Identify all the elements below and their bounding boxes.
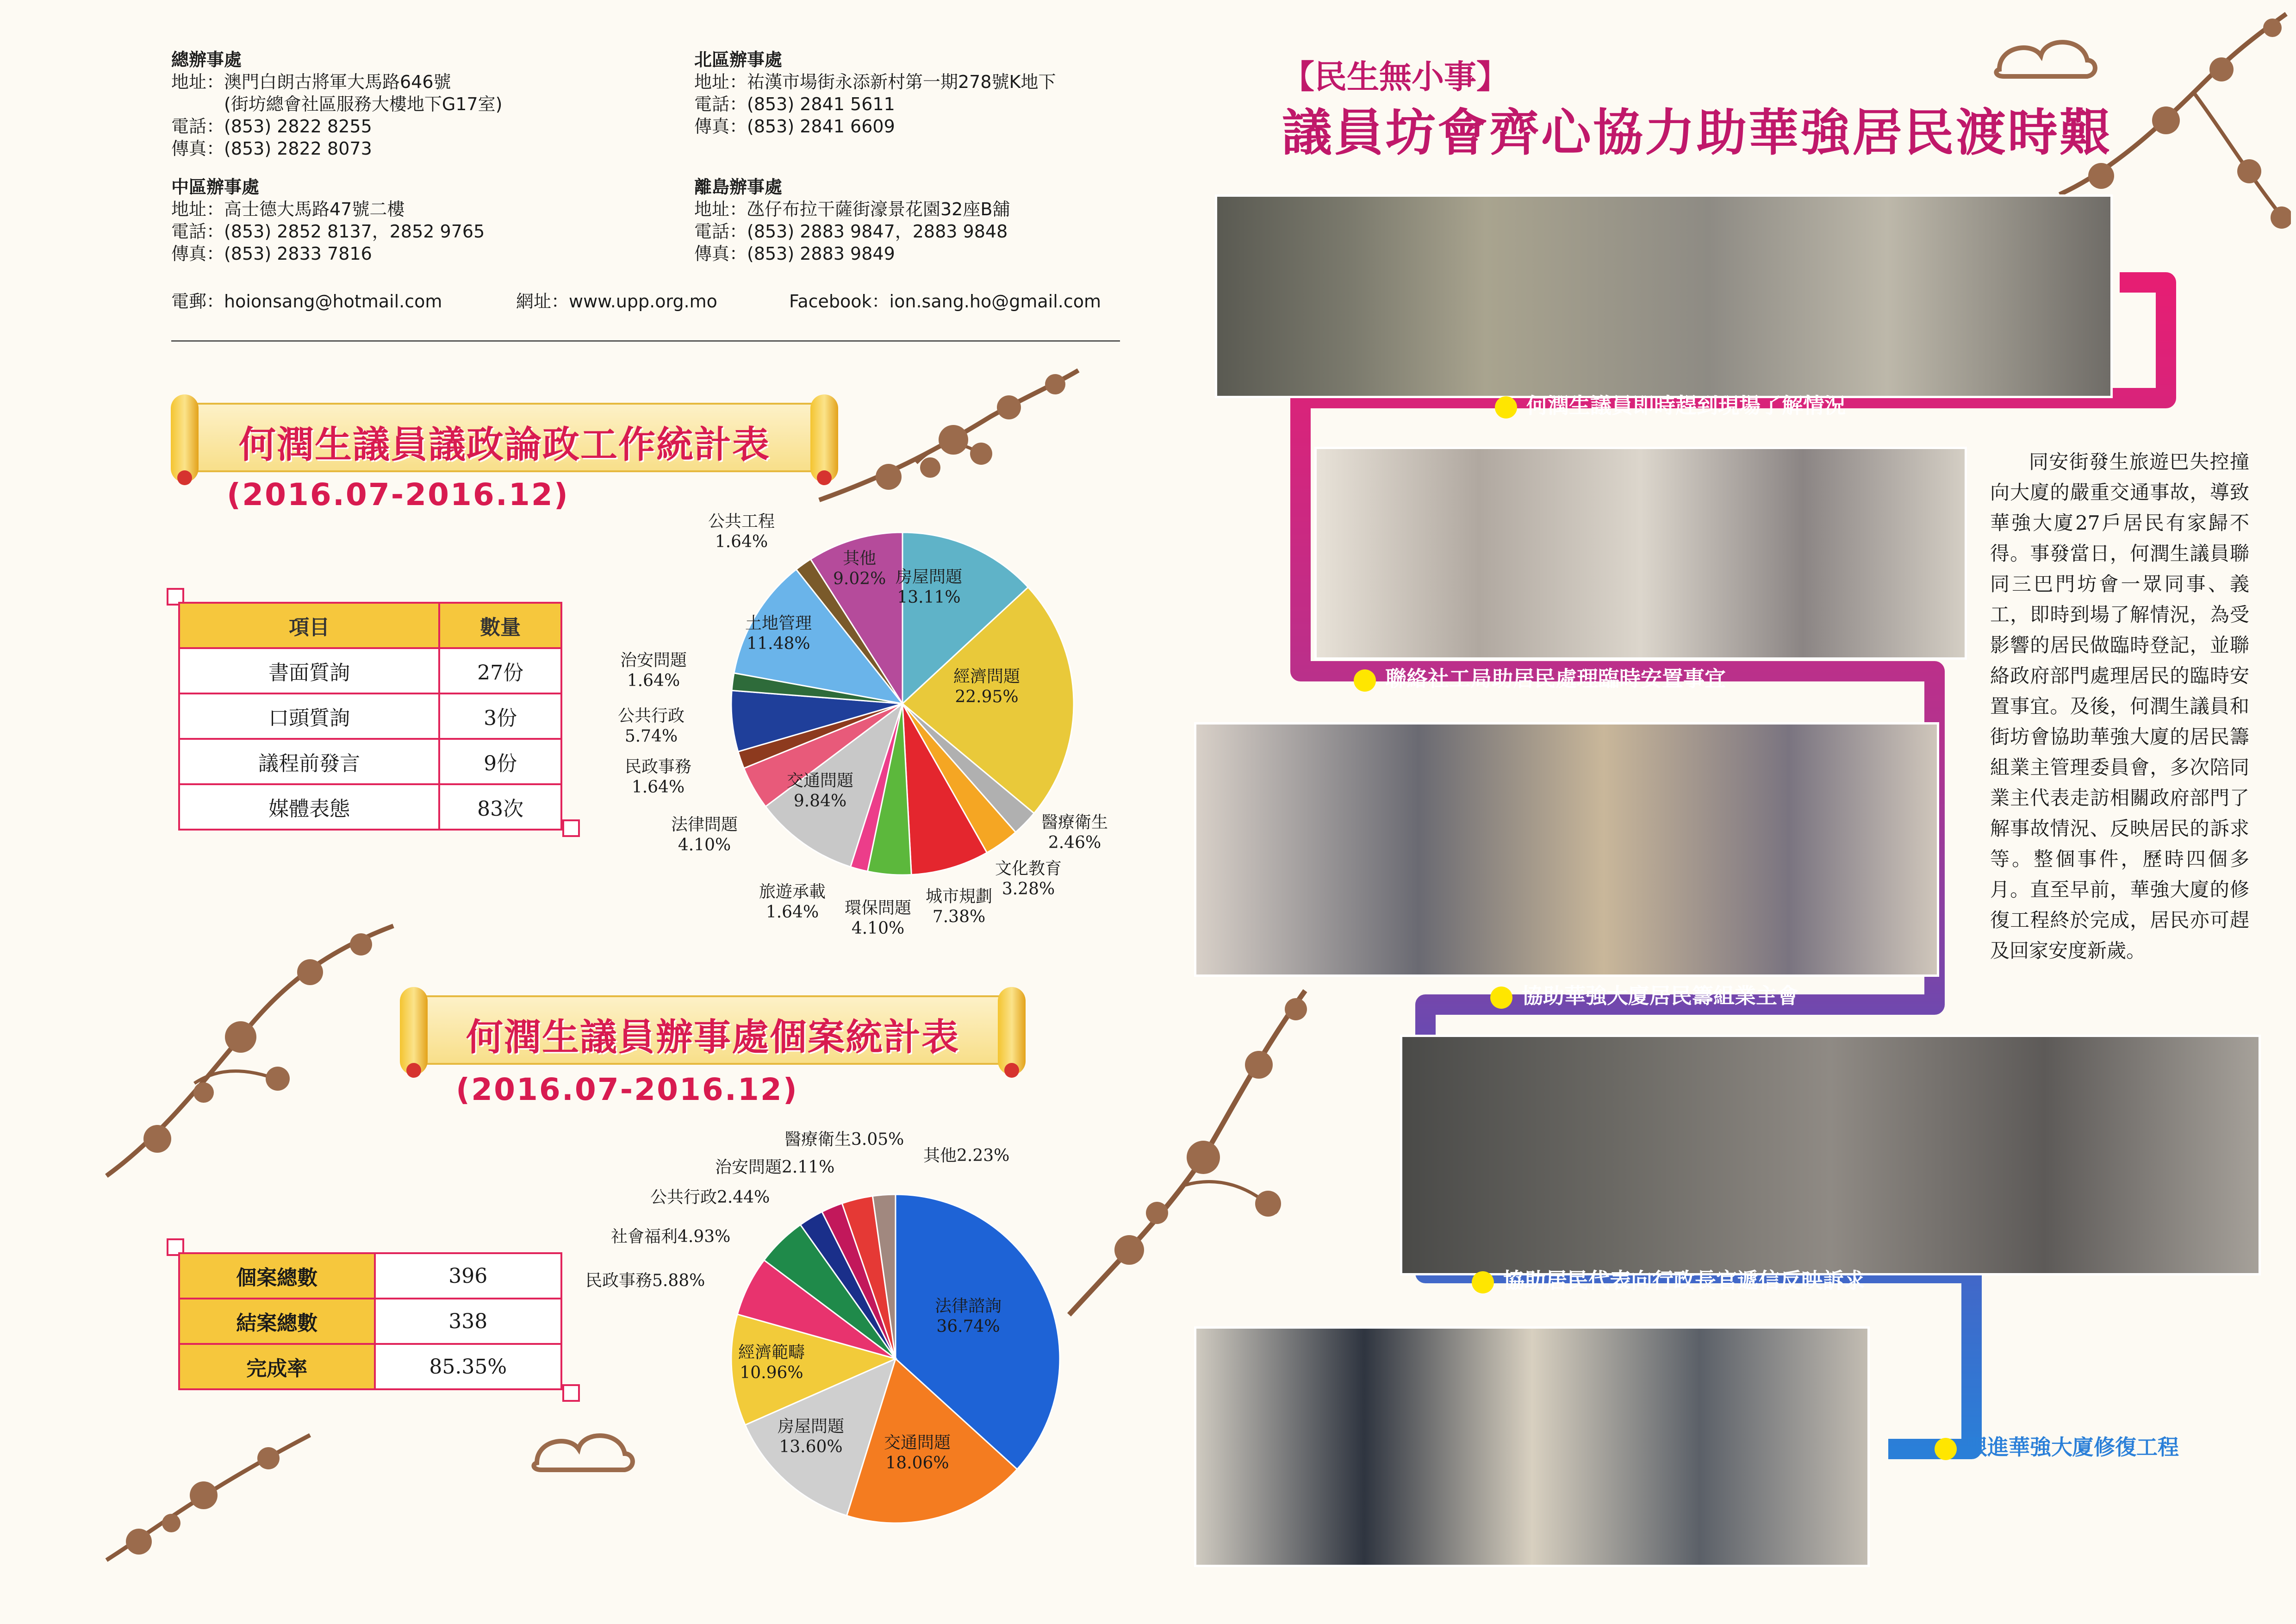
pie-label <box>620 650 687 691</box>
pie-label-text: 公共行政 <box>618 706 685 725</box>
article-body: 同安街發生旅遊巴失控撞向大廈的嚴重交通事故，導致華強大廈27戶居民有家歸不得。事發當日，何潤生議員聯同三巴門坊會一眾同事、義工，即時到場了解情況，為受影響的居民做臨時登記，並聯絡政府部門處理居民的臨時安置事宜。及後，何潤生議員和街坊會協助華強大廈的居民籌組業主管理委員會，多次陪同業主代表走訪相關政府部門了解事故情況、反映居民的訴求等。整個事件，歷時四個多月。直至早前，華強大廈的修復工程終於完成，居民亦可趕及回家安度新歲。 <box>1990 450 2249 962</box>
pie-label <box>926 887 992 927</box>
pie-label-value: 11.48% <box>747 634 810 653</box>
pie-label <box>618 706 684 747</box>
caption-2: 聯絡社工局助居民處理臨時安置事宜 <box>1354 662 1726 693</box>
pie-label-value: 9.02% <box>833 569 886 588</box>
pie-label-value: 9.84% <box>793 792 847 811</box>
pie-label-text: 其他 <box>843 549 877 568</box>
table-cell: 個案總數 <box>179 1253 375 1299</box>
table-row <box>179 784 561 830</box>
photo-accident-scene <box>1215 194 2113 398</box>
pie-label <box>759 882 826 923</box>
table-header: 數量 <box>439 603 561 648</box>
section2-title: 何潤生議員辦事處個案統計表 <box>466 1015 959 1059</box>
pie-label-text: 經濟問題 <box>953 667 1020 686</box>
pie-label <box>995 859 1062 899</box>
pie-label-text: 城市規劃 <box>926 887 993 906</box>
section1-table <box>178 602 562 831</box>
pie-label-text: 民政事務 <box>625 757 692 776</box>
section1-banner <box>183 403 826 472</box>
pie-label-text: 治安問題 <box>620 651 687 670</box>
section2-period: (2016.07-2016.12) <box>456 1072 798 1107</box>
table-cell: 85.35% <box>375 1344 561 1389</box>
table-corner <box>562 1384 580 1402</box>
article-tag: 【民生無小事】 <box>1282 58 1509 96</box>
caption-4: 協助居民代表向行政長官遞信反映訴求 <box>1472 1264 1865 1294</box>
pie-label-value: 4.10% <box>851 919 905 938</box>
office-north <box>694 49 1056 137</box>
pie-label-text: 文化教育 <box>995 859 1062 878</box>
pie-label <box>923 1146 1009 1166</box>
pie-label-text: 房屋問題 <box>896 568 963 587</box>
pie-label <box>833 549 886 589</box>
pie-label-value: 5.88% <box>652 1271 705 1290</box>
pie-label <box>778 1417 844 1457</box>
table-cell: 完成率 <box>179 1344 375 1389</box>
table-cell: 83次 <box>439 784 561 830</box>
office-line: 地址：氹仔布拉干薩街濠景花園32座B舖 <box>694 199 1010 219</box>
pie-label <box>585 1271 705 1291</box>
office-line: 地址：高士德大馬路47號二樓 <box>171 199 405 219</box>
pie-label-text: 環保問題 <box>845 899 912 918</box>
pie-label-text: 醫療衛生 <box>784 1130 852 1149</box>
office-islands <box>694 176 1010 265</box>
pie-label-text: 經濟範疇 <box>738 1343 805 1362</box>
pie-label-text: 民政事務 <box>585 1271 653 1290</box>
table-row <box>179 1299 561 1344</box>
pie-label-value: 2.11% <box>782 1158 835 1177</box>
cloud-ornament <box>528 1421 639 1477</box>
plum-blossom-decoration <box>102 898 398 1185</box>
caption-3: 協助華強大廈居民籌組業主會 <box>1490 979 1798 1010</box>
pie-label <box>745 613 812 654</box>
pie-label-value: 1.64% <box>631 778 685 797</box>
table-row <box>179 693 561 739</box>
table-row <box>179 1344 561 1389</box>
pie-label-text: 法律問題 <box>671 815 738 834</box>
office-title: 離島辦事處 <box>694 177 783 197</box>
pie-label <box>896 567 962 608</box>
divider <box>171 340 1120 342</box>
office-title: 總辦事處 <box>171 50 242 70</box>
table-cell: 媒體表態 <box>179 784 439 830</box>
pie-label-text: 土地管理 <box>745 614 812 633</box>
pie-label <box>884 1433 951 1474</box>
office-line: 電話：(853) 2883 9847，2883 9848 <box>694 221 1008 242</box>
caption-5: 跟進華強大廈修復工程 <box>1935 1430 2179 1461</box>
article-title: 議員坊會齊心協力助華強居民渡時艱 <box>1282 104 2112 162</box>
plum-blossom-decoration <box>102 1407 315 1565</box>
office-line: 傳真：(853) 2833 7816 <box>171 244 372 264</box>
pie-label <box>650 1187 770 1208</box>
pie-label-text: 旅遊承載 <box>759 882 826 901</box>
caption-1: 何潤生議員即時趕到現場了解情況 <box>1495 389 1846 419</box>
pie-label-text: 法律諮詢 <box>935 1297 1002 1316</box>
pie-label <box>708 512 775 552</box>
pie-label-value: 2.46% <box>1048 833 1101 852</box>
section1-title: 何潤生議員議政論政工作統計表 <box>239 423 770 466</box>
office-title: 中區辦事處 <box>171 177 260 197</box>
pie-label <box>935 1296 1002 1337</box>
table-row <box>179 648 561 693</box>
office-line: 傳真：(853) 2841 6609 <box>694 116 895 137</box>
photo-petition <box>1400 1035 2261 1275</box>
contact-email[interactable]: 電郵：hoionsang@hotmail.com <box>171 291 442 312</box>
office-head <box>171 49 502 160</box>
pie-label-text: 公共行政 <box>650 1188 717 1207</box>
office-line: 傳真：(853) 2822 8073 <box>171 138 372 159</box>
pie-label-value: 7.38% <box>932 907 986 926</box>
section1-period: (2016.07-2016.12) <box>227 477 569 512</box>
pie-label-value: 1.64% <box>715 532 768 551</box>
pie-label-text: 社會福利 <box>611 1227 678 1246</box>
pie-label-value: 5.74% <box>624 727 678 746</box>
pie-label-value: 2.44% <box>717 1188 770 1207</box>
office-line: 電話：(853) 2841 5611 <box>694 94 895 114</box>
office-title: 北區辦事處 <box>694 50 783 70</box>
pie-label <box>715 1157 834 1178</box>
office-line: 傳真：(853) 2883 9849 <box>694 244 895 264</box>
pie-label-text: 其他 <box>923 1146 957 1165</box>
office-line: (街坊總會社區服務大樓地下G17室) <box>171 94 503 114</box>
bullet-dot-icon <box>1490 987 1512 1009</box>
bullet-dot-icon <box>1354 669 1376 692</box>
bullet-dot-icon <box>1472 1271 1494 1293</box>
photo-social-bureau <box>1314 447 1967 660</box>
photo-owners-meeting <box>1194 722 1939 977</box>
pie-label-text: 交通問題 <box>787 771 854 790</box>
section2-table <box>178 1252 562 1390</box>
pie-label-value: 3.28% <box>1002 880 1055 899</box>
table-cell: 議程前發言 <box>179 739 439 784</box>
table-cell: 338 <box>375 1299 561 1344</box>
table-cell: 結案總數 <box>179 1299 375 1344</box>
pie-label <box>953 667 1020 707</box>
pie-label-value: 10.96% <box>740 1363 803 1382</box>
pie-label-value: 18.06% <box>885 1454 949 1473</box>
pie-label-text: 醫療衛生 <box>1041 813 1108 832</box>
bullet-dot-icon <box>1935 1438 1957 1460</box>
pie-label <box>738 1343 805 1383</box>
contact-facebook[interactable]: Facebook：ion.sang.ho@gmail.com <box>789 291 1101 312</box>
pie-label <box>611 1227 730 1247</box>
section2-banner <box>412 995 1014 1065</box>
office-line: 電話：(853) 2822 8255 <box>171 116 372 137</box>
table-cell: 396 <box>375 1253 561 1299</box>
pie-label-text: 交通問題 <box>884 1433 951 1452</box>
table-row <box>179 739 561 784</box>
pie-label <box>787 771 853 812</box>
table-cell: 9份 <box>439 739 561 784</box>
contact-website[interactable]: 網址：www.upp.org.mo <box>516 291 717 312</box>
pie-label-value: 36.74% <box>936 1317 1000 1336</box>
pie-label-text: 治安問題 <box>715 1158 782 1177</box>
pie-label-text: 房屋問題 <box>778 1417 845 1436</box>
pie-label-value: 3.05% <box>851 1130 904 1149</box>
pie-label <box>671 815 738 856</box>
plum-blossom-decoration <box>1064 972 1324 1324</box>
pie-label-value: 13.60% <box>779 1437 843 1456</box>
pie-label <box>1041 812 1108 853</box>
table-cell: 27份 <box>439 648 561 693</box>
office-line: 電話：(853) 2852 8137，2852 9765 <box>171 221 485 242</box>
pie-label-value: 1.64% <box>627 671 680 690</box>
pie-label-text: 公共工程 <box>708 512 775 531</box>
table-header: 項目 <box>179 603 439 648</box>
photo-repair-followup <box>1194 1326 1870 1567</box>
pie-label <box>625 757 691 798</box>
office-line: 地址：祐漢市場街永添新村第一期278號K地下 <box>694 72 1056 92</box>
pie-label-value: 13.11% <box>897 588 961 607</box>
pie-label-value: 22.95% <box>955 687 1019 706</box>
table-row <box>179 1253 561 1299</box>
plum-blossom-decoration <box>815 361 1083 514</box>
table-cell: 書面質詢 <box>179 648 439 693</box>
pie-label-value: 4.93% <box>678 1227 731 1246</box>
pie-label-value: 4.10% <box>678 836 731 855</box>
pie-label <box>845 898 911 939</box>
bullet-dot-icon <box>1495 396 1517 418</box>
pie-label <box>784 1130 904 1150</box>
pie-label-value: 1.64% <box>765 903 819 922</box>
pie-label-value: 2.23% <box>957 1146 1010 1165</box>
table-cell: 3份 <box>439 693 561 739</box>
office-line: 地址：澳門白朗古將軍大馬路646號 <box>171 72 451 92</box>
office-central <box>171 176 485 265</box>
table-cell: 口頭質詢 <box>179 693 439 739</box>
table-corner <box>562 819 580 837</box>
